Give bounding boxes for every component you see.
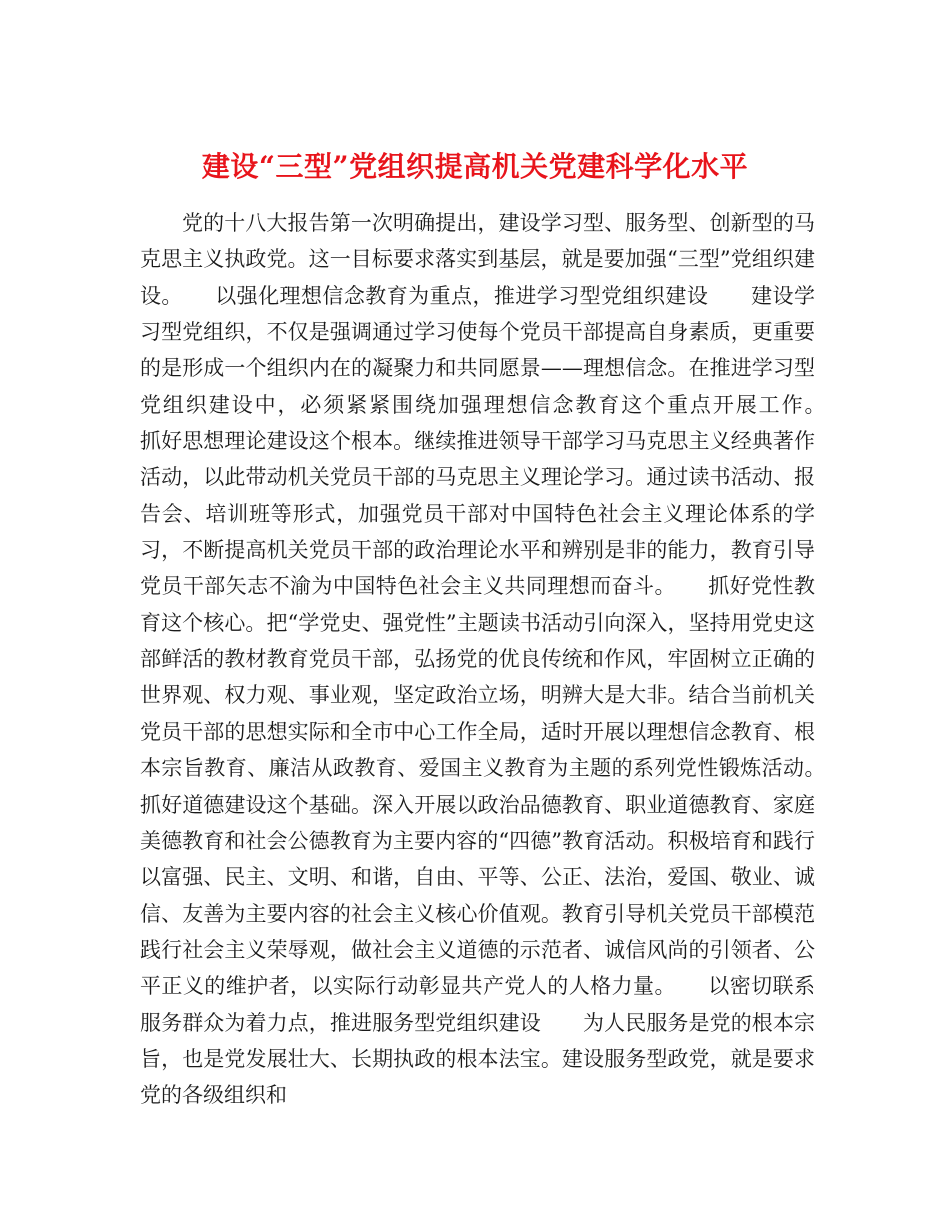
document-body: 党的十八大报告第一次明确提出，建设学习型、服务型、创新型的马克思主义执政党。这一目标要求落实到基层，就是要加强“三型”党组织建设。 以强化理想信念教育为重点，推进学习型党组织建设 建设学习型党组织，不仅是强调通过学习使每个党员干部提高自身素质，更重要的是形成一个组织内在的凝聚力和共同愿景——理想信念。在推进学习型党组织建设中，必须紧紧围绕加强理想信念教育这个重点开展工作。 抓好思想理论建设这个根本。继续推进领导干部学习马克思主义经典著作活动，以此带动机关党员干部的马克思主义理论学习。通过读书活动、报告会、培训班等形式，加强党员干部对中国特色社会主义理论体系的学习，不断提高机关党员干部的政治理论水平和辨别是非的能力，教育引导党员干部矢志不渝为中国特色社会主义共同理想而奋斗。 抓好党性教育这个核心。把“学党史、强党性”主题读书活动引向深入，坚持用党史这部鲜活的教材教育党员干部，弘扬党的优良传统和作风，牢固树立正确的世界观、权力观、事业观，坚定政治立场，明辨大是大非。结合当前机关党员干部的思想实际和全市中心工作全局，适时开展以理想信念教育、根本宗旨教育、廉洁从政教育、爱国主义教育为主题的系列党性锻炼活动。 抓好道德建设这个基础。深入开展以政治品德教育、职业道德教育、家庭美德教育和社会公德教育为主要内容的“四德”教育活动。积极培育和践行以富强、民主、文明、和谐，自由、平等、公正、法治，爱国、敬业、诚信、友善为主要内容的社会主义核心价值观。教育引导机关党员干部模范践行社会主义荣辱观，做社会主义道德的示范者、诚信风尚的引领者、公平正义的维护者，以实际行动彰显共产党人的人格力量。 以密切联系服务群众为着力点，推进服务型党组织建设 为人民服务是党的根本宗旨，也是党发展壮大、长期执政的根本法宝。建设服务型政党，就是要求党的各级组织和 bbox=[140, 211, 857, 1108]
document-title: 建设“三型”党组织提高机关党建科学化水平 bbox=[201, 149, 749, 183]
